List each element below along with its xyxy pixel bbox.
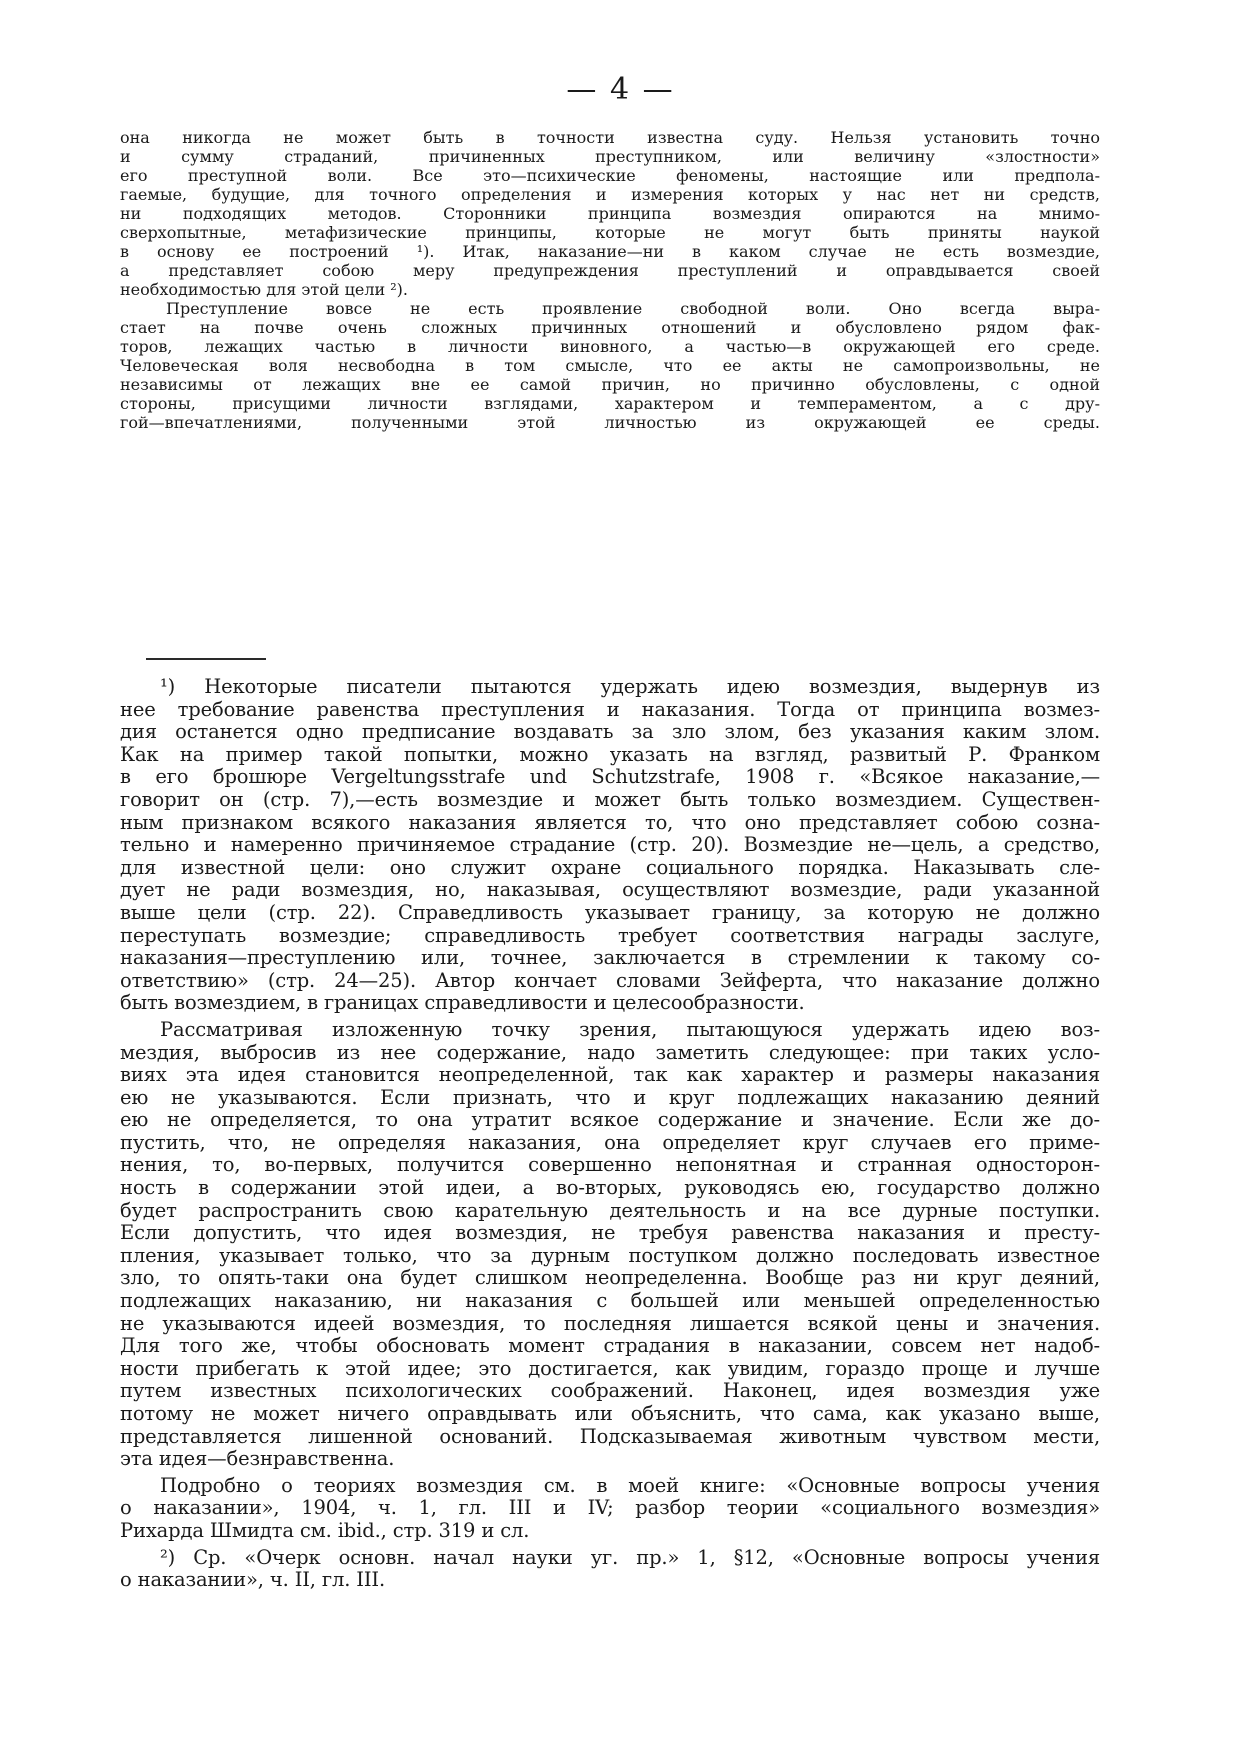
footnote-line: ности прибегать к этой идее; это достигается, как увидим, гораздо проще и лучше xyxy=(120,1357,1100,1380)
footnote-line: в его брошюре Vergeltungsstrafe und Schutzstrafe, 1908 г. «Всякое наказание,— xyxy=(120,766,1100,789)
footnote-line: потому не может ничего оправдывать или объяснить, что сама, как указано выше, xyxy=(120,1403,1100,1425)
text-line: в основу ее построений ¹). Итак, наказание—ни в каком случае не есть возмездие, xyxy=(120,242,1100,261)
footnotes xyxy=(120,676,1100,1592)
footnote-line: представляется лишенной оснований. Подсказываемая животным чувством мести, xyxy=(120,1425,1100,1448)
footnote-1-continuation xyxy=(120,1019,1100,1471)
footnote-line: говорит он (стр. 7),—есть возмездие и может быть только возмездием. Существен- xyxy=(120,788,1100,811)
text-line: Преступление вовсе не есть проявление свободной воли. Оно всегда выра- xyxy=(166,299,1100,318)
footnote-line: Подробно о теориях возмездия см. в моей книге: «Основные вопросы учения xyxy=(160,1474,1100,1497)
text-line: ни подходящих методов. Сторонники принципа возмездия опираются на мнимо- xyxy=(120,204,1100,223)
paragraph xyxy=(120,299,1100,432)
main-text xyxy=(120,128,1100,432)
footnote-line: выше цели (стр. 22). Справедливость указывает границу, за которую не должно xyxy=(120,901,1100,924)
footnote-line: эта идея—безнравственна. xyxy=(120,1448,395,1471)
footnote-line: нее требование равенства преступления и наказания. Тогда от принципа возмез- xyxy=(120,698,1100,721)
footnote-line: зло, то опять-таки она будет слишком неопределенна. Вообще раз ни круг деяний, xyxy=(120,1267,1100,1290)
footnote-line: Как на пример такой попытки, можно указать на взгляд, развитый Р. Франком xyxy=(120,743,1100,766)
footnote-line: Рихарда Шмидта см. ibid., стр. 319 и сл. xyxy=(120,1519,530,1542)
text-line: его преступной воли. Все это—психические феномены, настоящие или предпола- xyxy=(120,166,1100,185)
footnote-divider xyxy=(146,658,266,660)
footnote-line: подлежащих наказанию, ни наказания с большей или меньшей определенностью xyxy=(120,1290,1100,1313)
footnote-line: для известной цели: оно служит охране социального порядка. Наказывать сле- xyxy=(120,856,1100,879)
footnote-line: виях эта идея становится неопределенной, так как характер и размеры наказания xyxy=(120,1064,1100,1087)
footnote-line: будет распространить свою карательную деятельность и на все дурные поступки. xyxy=(120,1199,1100,1222)
text-line: Человеческая воля несвободна в том смысле, что ее акты не самопроизвольны, не xyxy=(120,356,1100,375)
text-line: она никогда не может быть в точности известна суду. Нельзя установить точно xyxy=(120,128,1100,147)
text-line: а представляет собою меру предупреждения преступлений и оправдывается своей xyxy=(120,261,1100,280)
footnote-line: ²) Ср. «Очерк основн. начал науки уг. пр.» 1, §12, «Основные вопросы учения xyxy=(160,1546,1100,1569)
footnote-line: о наказании», 1904, ч. 1, гл. III и IV; разбор теории «социального возмездия» xyxy=(120,1497,1100,1520)
footnote-line: ею не указываются. Если признать, что и круг подлежащих наказанию деяний xyxy=(120,1086,1100,1109)
footnote-line: быть возмездием, в границах справедливости и целесообразности. xyxy=(120,992,805,1015)
text-line: стороны, присущими личности взглядами, характером и темпераментом, а с дру- xyxy=(120,394,1100,413)
footnote-1-reference xyxy=(120,1475,1100,1543)
footnote-line: о наказании», ч. II, гл. III. xyxy=(120,1569,386,1592)
footnote-line: путем известных психологических соображений. Наконец, идея возмездия уже xyxy=(120,1380,1100,1403)
footnote-line: Если допустить, что идея возмездия, не требуя равенства наказания и престу- xyxy=(120,1222,1100,1245)
footnote-line: не указываются идеей возмездия, то последняя лишается всякой цены и значения. xyxy=(120,1312,1100,1335)
footnote-1 xyxy=(120,676,1100,1015)
footnote-line: дует не ради возмездия, но, наказывая, осуществляют возмездие, ради указанной xyxy=(120,879,1100,902)
footnote-line: Для того же, чтобы обосновать момент страдания в наказании, совсем нет надоб- xyxy=(120,1335,1100,1358)
paragraph xyxy=(120,128,1100,299)
footnote-line: ¹) Некоторые писатели пытаются удержать идею возмездия, выдернув из xyxy=(160,676,1100,698)
text-line: торов, лежащих частью в личности виновного, а частью—в окружающей его среде. xyxy=(120,337,1100,356)
footnote-line: ным признаком всякого наказания является то, что оно представляет собою созна- xyxy=(120,811,1100,834)
footnote-line: нения, то, во-первых, получится совершенно непонятная и странная односторон- xyxy=(120,1154,1100,1177)
page-number: — 4 — xyxy=(566,72,675,107)
text-line: гой—впечатлениями, полученными этой личностью из окружающей ее среды. xyxy=(120,413,1100,432)
text-line: сверхопытные, метафизические принципы, которые не могут быть приняты наукой xyxy=(120,223,1100,242)
footnote-line: наказания—преступлению или, точнее, заключается в стремлении к такому со- xyxy=(120,947,1100,970)
footnote-line: пления, указывает только, что за дурным поступком должно последовать известное xyxy=(120,1244,1100,1267)
footnote-line: ею не определяется, то она утратит всякое содержание и значение. Если же до- xyxy=(120,1109,1100,1132)
text-line: и сумму страданий, причиненных преступником, или величину «злостности» xyxy=(120,147,1100,166)
footnote-line: переступать возмездие; справедливость требует соответствия награды заслуге, xyxy=(120,924,1100,947)
footnote-line: пустить, что, не определяя наказания, она определяет круг случаев его приме- xyxy=(120,1131,1100,1154)
footnote-line: дия останется одно предписание воздавать за зло злом, без указания каким злом. xyxy=(120,721,1100,744)
footnote-line: Рассматривая изложенную точку зрения, пытающуюся удержать идею воз- xyxy=(160,1018,1100,1041)
text-line: независимы от лежащих вне ее самой причин, но причинно обусловлены, с одной xyxy=(120,375,1100,394)
footnote-line: мездия, выбросив из нее содержание, надо заметить следующее: при таких усло- xyxy=(120,1041,1100,1064)
text-line: стает на почве очень сложных причинных отношений и обусловлено рядом фак- xyxy=(120,318,1100,337)
text-line: необходимостью для этой цели ²). xyxy=(120,280,408,299)
footnote-line: ответствию» (стр. 24—25). Автор кончает словами Зейферта, что наказание должно xyxy=(120,969,1100,992)
footnote-2 xyxy=(120,1547,1100,1592)
text-line: гаемые, будущие, для точного определения и измерения которых у нас нет ни средств, xyxy=(120,185,1100,204)
footnote-line: тельно и намеренно причиняемое страдание (стр. 20). Возмездие не—цель, а средство, xyxy=(120,834,1100,857)
footnote-line: ность в содержании этой идеи, а во-вторых, руководясь ею, государство должно xyxy=(120,1177,1100,1200)
